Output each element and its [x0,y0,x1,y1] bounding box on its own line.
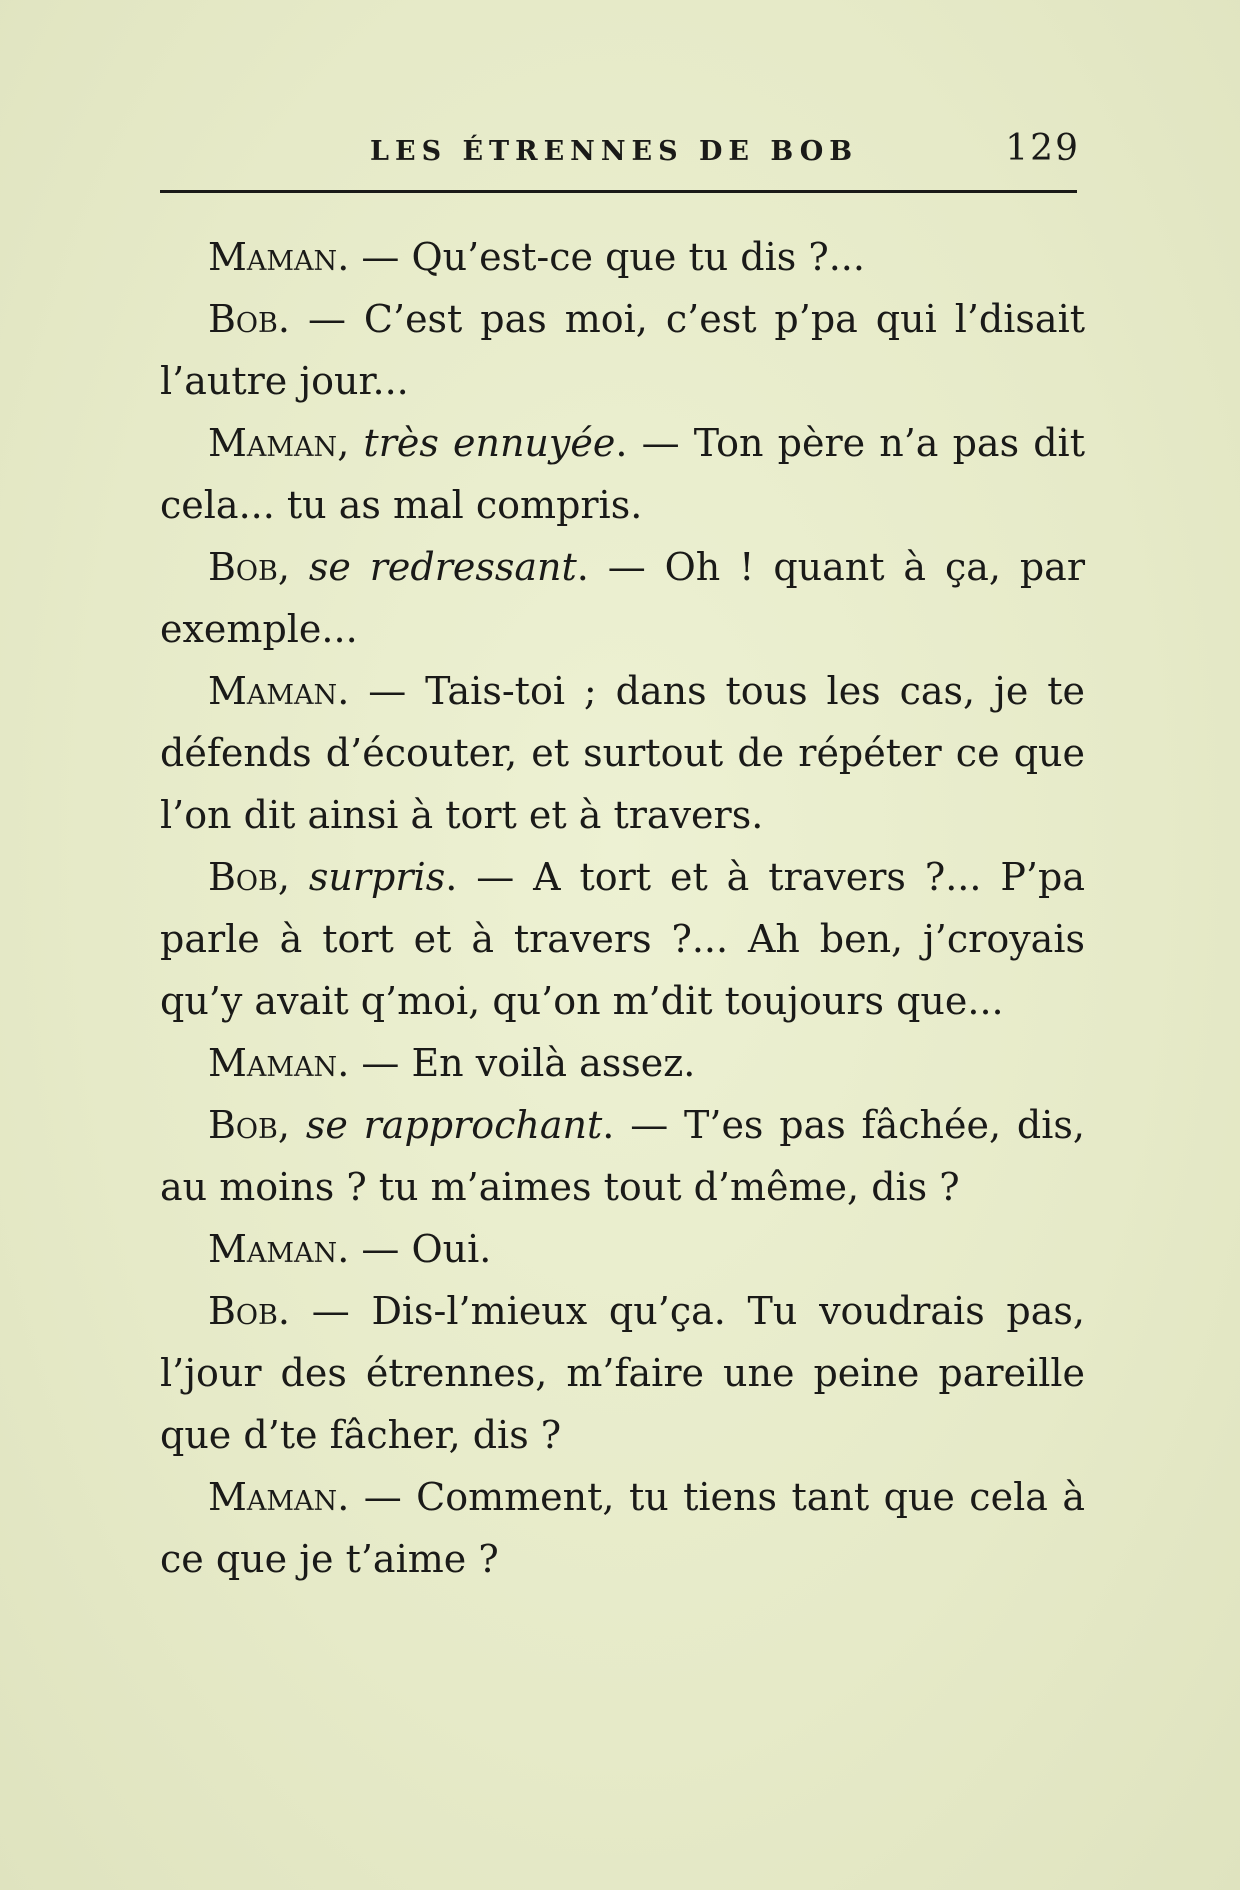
dialogue-line: Maman, très ennuyée. — Ton père n’a pas dit cela... tu as mal compris. [160,421,1085,527]
speaker-name: Bob [208,1103,278,1147]
speaker-name: Bob [208,297,278,341]
running-title: LES ÉTRENNES DE BOB [370,136,859,167]
stage-direction: se redressant [308,545,577,589]
header-rule [160,190,1077,193]
dialogue-text-line: — A tort et à travers ?... P’pa parle à tort et à travers ?... Ah ben, j’croyais qu’y avait q’moi, qu’on m’dit toujours que... [160,855,1085,1023]
dialogue-text [160,226,1085,1590]
dialogue-line: Bob. — Dis-l’mieux qu’ça. Tu voudrais pas, l’jour des étrennes, m’faire une peine pareille que d’te fâcher, dis ? [160,1289,1085,1457]
page-number: 129 [1005,128,1080,169]
dialogue-text-line: — Ton père n’a pas dit cela... tu as mal compris. [160,421,1085,527]
dialogue-text-line: — Qu’est-ce que tu dis ?... [361,235,865,279]
running-head [160,128,1085,178]
dialogue-text-line: — En voilà assez. [361,1041,696,1085]
dialogue-line: Bob, surpris. — A tort et à travers ?... P’pa parle à tort et à travers ?... Ah ben, j’croyais qu’y avait q’moi, qu’on m’dit toujours que... [160,855,1085,1023]
stage-direction: très ennuyée [363,421,616,465]
speaker-name: Bob [208,855,278,899]
speaker-name: Maman [208,1227,338,1271]
speaker-name: Maman [208,669,338,713]
dialogue-line: Maman. — Qu’est-ce que tu dis ?... [208,235,865,279]
dialogue-line: Maman. — Oui. [208,1227,492,1271]
speaker-name: Maman [208,1041,338,1085]
dialogue-line: Bob, se redressant. — Oh ! quant à ça, par exemple... [160,545,1085,651]
speaker-name: Maman [208,421,338,465]
speaker-name: Maman [208,235,338,279]
dialogue-text-line: — C’est pas moi, c’est p’pa qui l’disait l’autre jour... [160,297,1085,403]
dialogue-text-line: — T’es pas fâchée, dis, au moins ? tu m’aimes tout d’même, dis ? [160,1103,1085,1209]
speaker-name: Bob [208,1289,278,1333]
dialogue-text-line: — Comment, tu tiens tant que cela à ce que je t’aime ? [160,1475,1085,1581]
stage-direction: se rapprochant [305,1103,603,1147]
dialogue-text-line: — Oh ! quant à ça, par exemple... [160,545,1085,651]
dialogue-line: Maman. — En voilà assez. [208,1041,696,1085]
stage-direction: surpris [308,855,446,899]
dialogue-text-line: — Oui. [361,1227,492,1271]
dialogue-line: Bob. — C’est pas moi, c’est p’pa qui l’disait l’autre jour... [160,297,1085,403]
dialogue-text-line: — Tais-toi ; dans tous les cas, je te défends d’écouter, et surtout de répéter ce que l’on dit ainsi à tort et à travers. [160,669,1085,837]
dialogue-line: Maman. — Comment, tu tiens tant que cela à ce que je t’aime ? [160,1475,1085,1581]
speaker-name: Maman [208,1475,338,1519]
dialogue-line: Bob, se rapprochant. — T’es pas fâchée, dis, au moins ? tu m’aimes tout d’même, dis ? [160,1103,1085,1209]
dialogue-line: Maman. — Tais-toi ; dans tous les cas, je te défends d’écouter, et surtout de répéter ce que l’on dit ainsi à tort et à travers. [160,669,1085,837]
dialogue-text-line: — Dis-l’mieux qu’ça. Tu voudrais pas, l’jour des étrennes, m’faire une peine pareille que d’te fâcher, dis ? [160,1289,1085,1457]
speaker-name: Bob [208,545,278,589]
